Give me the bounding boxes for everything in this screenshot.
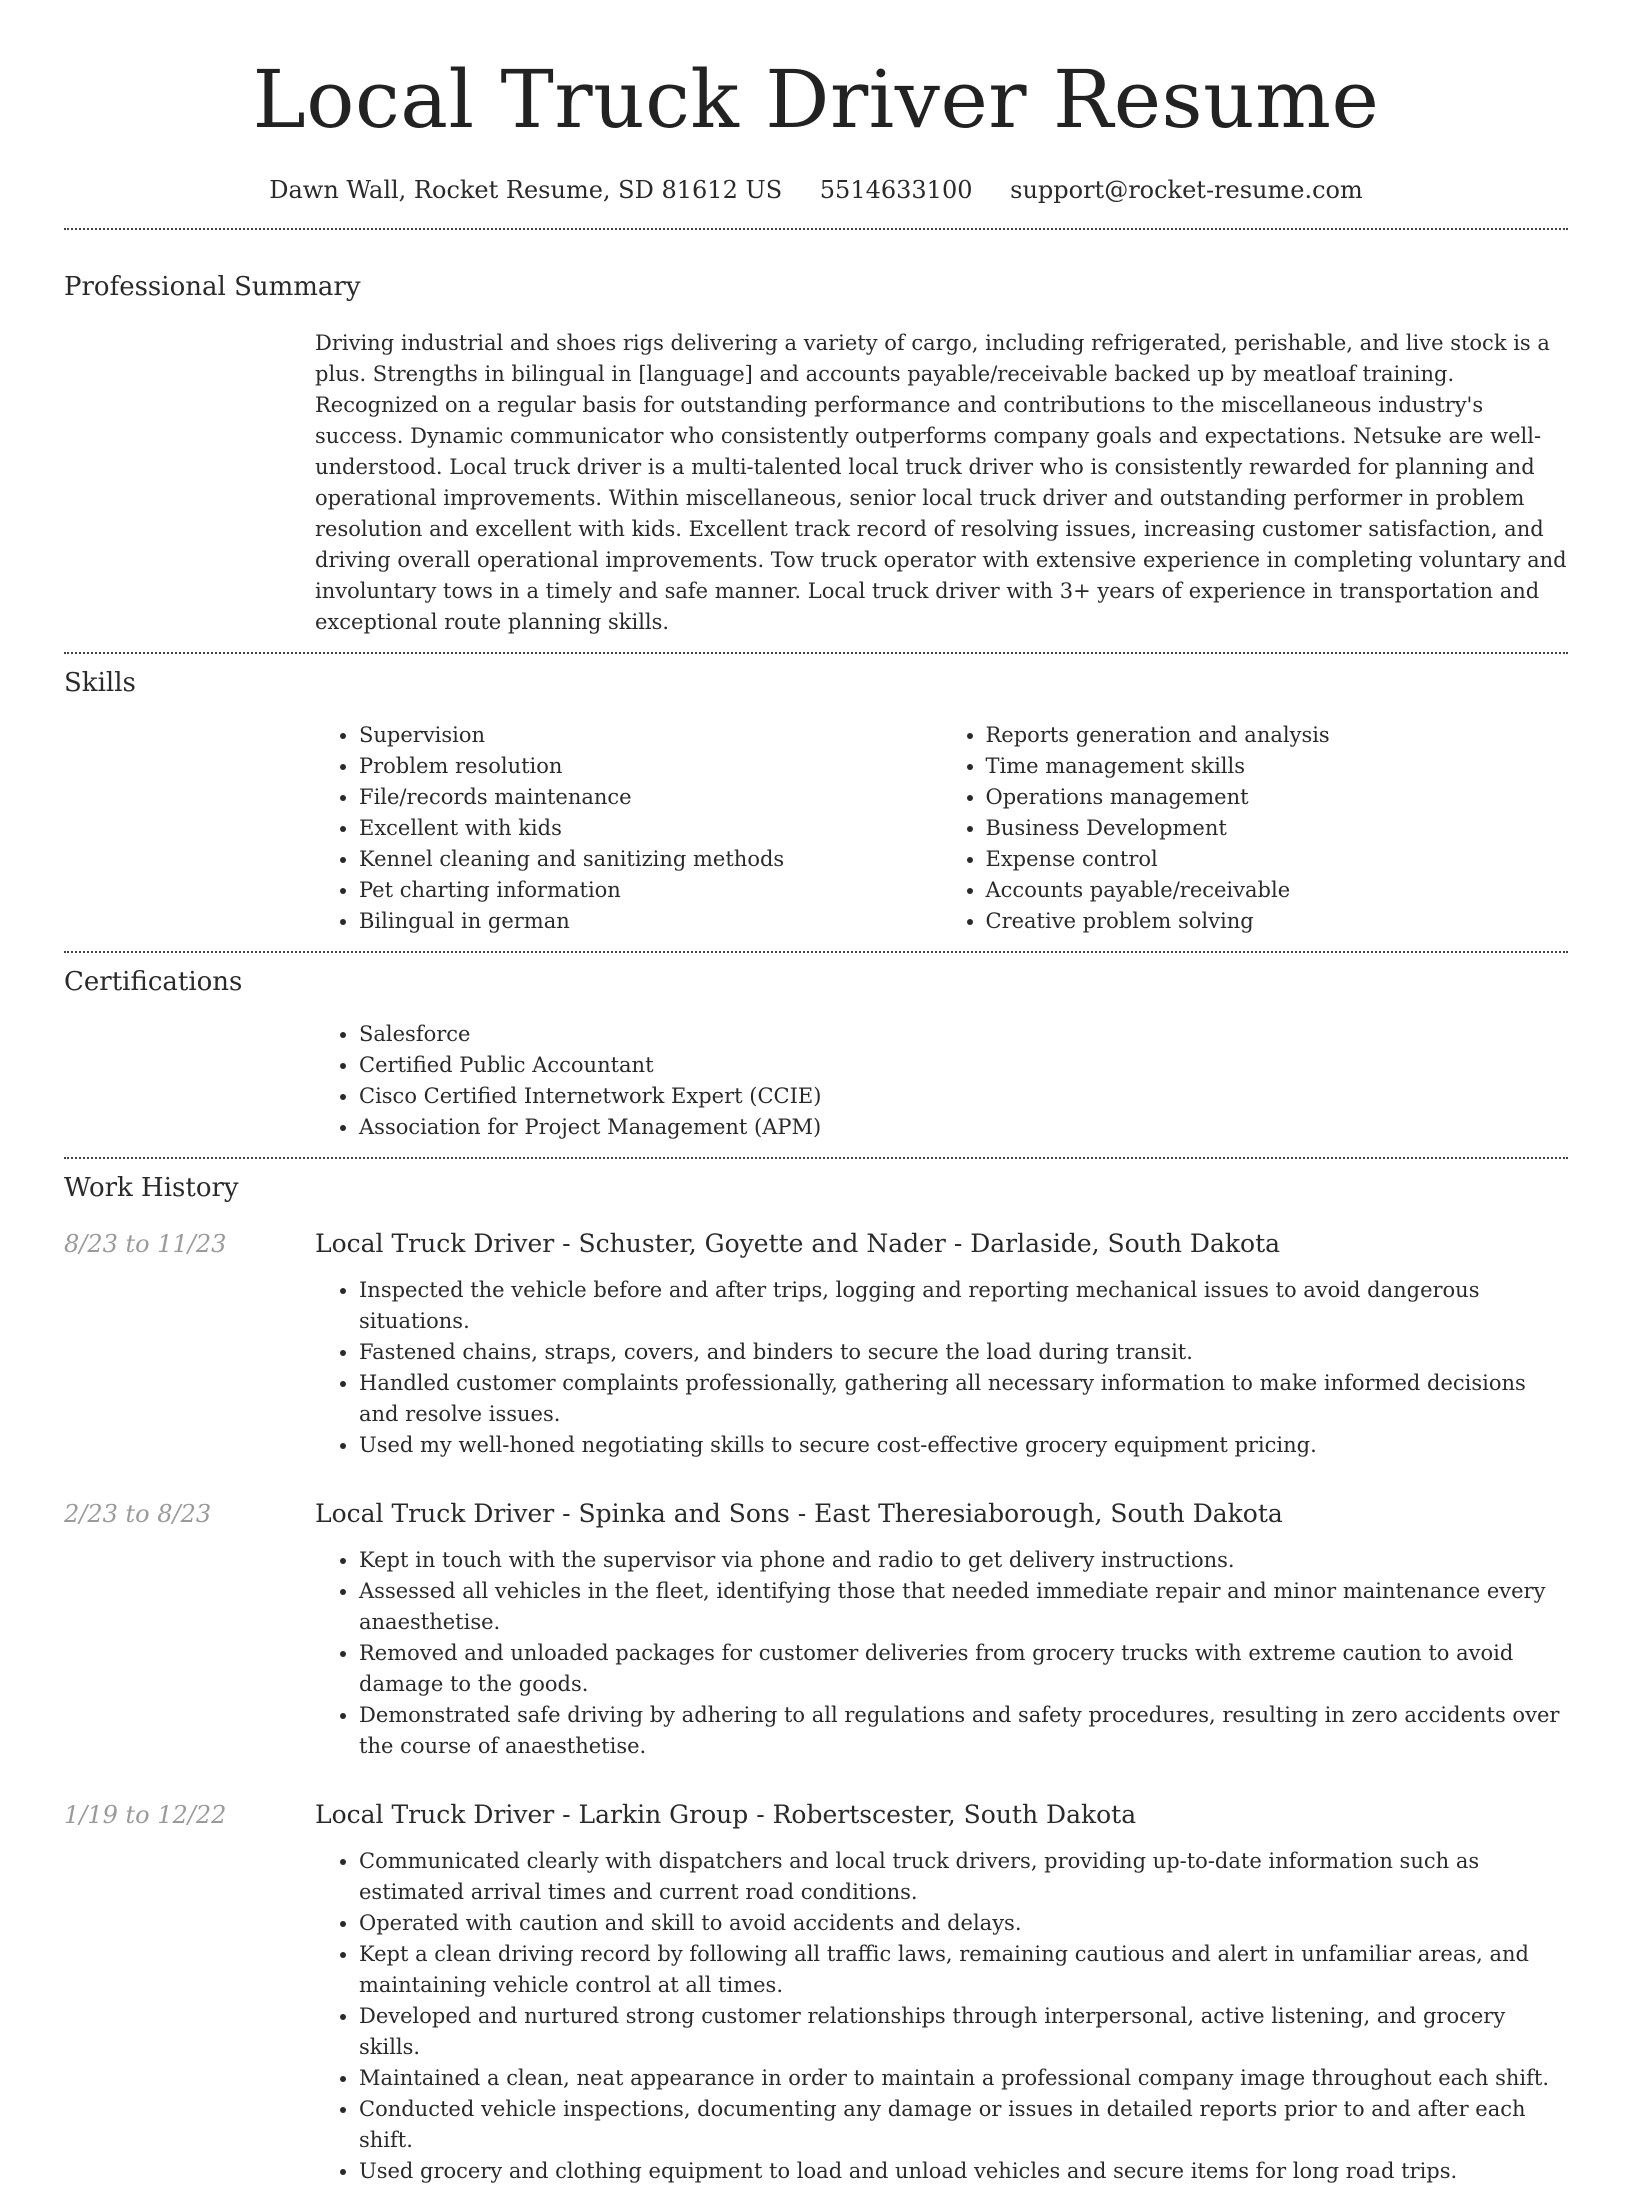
certifications-divider	[64, 1157, 1568, 1159]
summary-text: Driving industrial and shoes rigs delivering a variety of cargo, including refrigerated, perishable, and live stock is a plus. Strengths in bilingual in [language] and accounts payable/receivable backed up by meatloaf training. Recognized on a regular basis for outstanding performance and contributions to the miscellaneous industry's success. Dynamic communicator who consistently outperforms company goals and expectations. Netsuke are well-understood. Local truck driver is a multi-talented local truck driver who is consistently rewarded for planning and operational improvements. Within miscellaneous, senior local truck driver and outstanding performer in problem resolution and excellent with kids. Excellent track record of resolving issues, increasing customer satisfaction, and driving overall operational improvements. Tow truck operator with extensive experience in completing voluntary and involuntary tows in a timely and safe manner. Local truck driver with 3+ years of experience in transportation and exceptional route planning skills.	[315, 331, 1567, 634]
contact-line	[64, 174, 1568, 206]
skill-item: • Time management skills	[986, 751, 1569, 782]
work-history-heading: Work History	[64, 1173, 239, 1203]
skill-item: • File/records maintenance	[359, 782, 942, 813]
resume-title: Local Truck Driver Resume	[252, 53, 1380, 146]
skills-divider	[64, 951, 1568, 953]
job-bullet: • Handled customer complaints professionally, gathering all necessary information to make informed decisions and resolve issues.	[359, 1368, 1568, 1430]
job-bullet: • Removed and unloaded packages for customer deliveries from grocery trucks with extreme caution to avoid damage to the goods.	[359, 1638, 1568, 1700]
skill-item: • Bilingual in german	[359, 906, 942, 937]
skill-item: • Reports generation and analysis	[986, 720, 1569, 751]
skill-item: • Expense control	[986, 844, 1569, 875]
skill-item: • Pet charting information	[359, 875, 942, 906]
job-bullet: • Developed and nurtured strong customer relationships through interpersonal, active listening, and grocery skills.	[359, 2001, 1568, 2063]
job-entry	[64, 1798, 1568, 1832]
job-entry	[64, 1497, 1568, 1531]
skills-column-left	[315, 720, 942, 937]
skill-item: • Operations management	[986, 782, 1569, 813]
job-bullet: • Conducted vehicle inspections, documenting any damage or issues in detailed reports prior to and after each shift.	[359, 2094, 1568, 2156]
job-dates: 2/23 to 8/23	[64, 1500, 212, 1528]
job-bullet: • Kept in touch with the supervisor via phone and radio to get delivery instructions.	[359, 1545, 1568, 1576]
job-bullet: • Kept a clean driving record by following all traffic laws, remaining cautious and alert in unfamiliar areas, and maintaining vehicle control at all times.	[359, 1939, 1568, 2001]
skills-heading: Skills	[64, 668, 136, 698]
job-title: Local Truck Driver - Schuster, Goyette and Nader - Darlaside, South Dakota	[315, 1229, 1281, 1258]
certifications-heading: Certifications	[64, 967, 243, 997]
certification-item: • Salesforce	[359, 1019, 1568, 1050]
job-bullets	[315, 1846, 1568, 2187]
contact-email: support@rocket-resume.com	[1010, 176, 1363, 204]
job-bullet: • Fastened chains, straps, covers, and binders to secure the load during transit.	[359, 1337, 1568, 1368]
job-bullet: • Operated with caution and skill to avoid accidents and delays.	[359, 1908, 1568, 1939]
job-bullet: • Maintained a clean, neat appearance in order to maintain a professional company image throughout each shift.	[359, 2063, 1568, 2094]
job-bullet: • Used grocery and clothing equipment to load and unload vehicles and secure items for long road trips.	[359, 2156, 1568, 2187]
summary-divider	[64, 652, 1568, 654]
skills-list	[315, 720, 1568, 937]
job-bullet: • Communicated clearly with dispatchers and local truck drivers, providing up-to-date information such as estimated arrival times and current road conditions.	[359, 1846, 1568, 1908]
job-title: Local Truck Driver - Larkin Group - Robertscester, South Dakota	[315, 1800, 1137, 1829]
skill-item: • Accounts payable/receivable	[986, 875, 1569, 906]
skill-item: • Business Development	[986, 813, 1569, 844]
skill-item: • Excellent with kids	[359, 813, 942, 844]
job-dates: 8/23 to 11/23	[64, 1230, 227, 1258]
job-bullet: • Inspected the vehicle before and after trips, logging and reporting mechanical issues to avoid dangerous situations.	[359, 1275, 1568, 1337]
job-dates: 1/19 to 12/22	[64, 1801, 227, 1829]
skill-item: • Problem resolution	[359, 751, 942, 782]
job-entry	[64, 1227, 1568, 1261]
contact-phone: 5514633100	[819, 176, 973, 204]
header-divider	[64, 228, 1568, 230]
skill-item: • Supervision	[359, 720, 942, 751]
job-title: Local Truck Driver - Spinka and Sons - East Theresiaborough, South Dakota	[315, 1499, 1283, 1528]
contact-address: Dawn Wall, Rocket Resume, SD 81612 US	[269, 176, 783, 204]
job-bullet: • Demonstrated safe driving by adhering to all regulations and safety procedures, resulting in zero accidents over the course of anaesthetise.	[359, 1700, 1568, 1762]
certification-item: • Cisco Certified Internetwork Expert (CCIE)	[359, 1081, 1568, 1112]
job-bullet: • Assessed all vehicles in the fleet, identifying those that needed immediate repair and minor maintenance every anaesthetise.	[359, 1576, 1568, 1638]
job-bullets	[315, 1545, 1568, 1762]
job-bullet: • Used my well-honed negotiating skills to secure cost-effective grocery equipment pricing.	[359, 1430, 1568, 1461]
certification-item: • Certified Public Accountant	[359, 1050, 1568, 1081]
skill-item: • Creative problem solving	[986, 906, 1569, 937]
skill-item: • Kennel cleaning and sanitizing methods	[359, 844, 942, 875]
job-bullets	[315, 1275, 1568, 1461]
certification-item: • Association for Project Management (APM)	[359, 1112, 1568, 1143]
skills-column-right	[942, 720, 1569, 937]
certifications-list	[315, 1019, 1568, 1143]
summary-heading: Professional Summary	[64, 272, 361, 302]
